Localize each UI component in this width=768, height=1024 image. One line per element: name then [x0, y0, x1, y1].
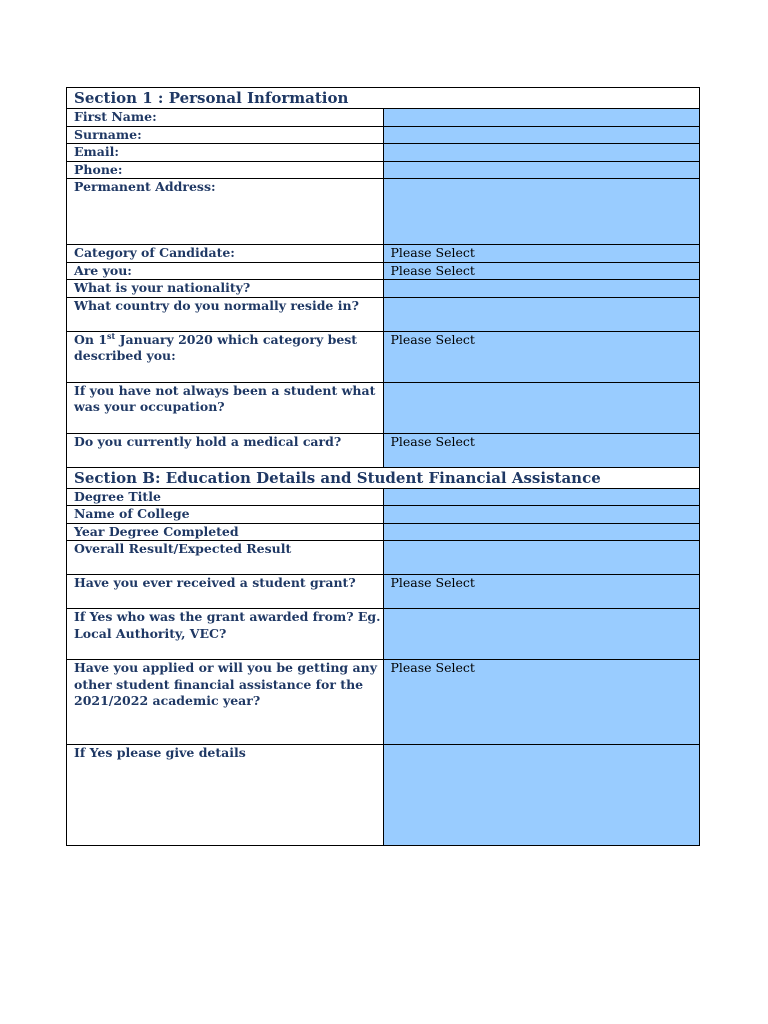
table-row [67, 161, 700, 179]
application-form-table [66, 87, 700, 846]
grant-awarded-from-label: If Yes who was the grant awarded from? Eg. Local Authority, VEC? [67, 609, 384, 660]
category-january-2020-label [67, 331, 384, 382]
table-row [67, 245, 700, 263]
table-row [67, 297, 700, 331]
degree-title-label: Degree Title [67, 488, 384, 506]
other-financial-assistance-label: Have you applied or will you be getting any other student financial assistance for the 2021/2022 academic year? [67, 660, 384, 745]
table-row [67, 745, 700, 846]
section-b-title: Section B: Education Details and Student Financial Assistance [67, 467, 700, 488]
overall-result-field[interactable] [383, 541, 700, 575]
section-1-title: Section 1 : Personal Information [67, 88, 700, 109]
category-january-2020-select[interactable]: Please Select [383, 331, 700, 382]
student-grant-label: Have you ever received a student grant? [67, 575, 384, 609]
permanent-address-label: Permanent Address: [67, 179, 384, 245]
surname-field[interactable] [383, 126, 700, 144]
are-you-label: Are you: [67, 262, 384, 280]
occupation-label: If you have not always been a student what was your occupation? [67, 382, 384, 433]
phone-label: Phone: [67, 161, 384, 179]
category-of-candidate-label: Category of Candidate: [67, 245, 384, 263]
email-field[interactable] [383, 144, 700, 162]
label-text-start: On 1 [74, 331, 108, 347]
other-financial-assistance-select[interactable]: Please Select [383, 660, 700, 745]
nationality-label: What is your nationality? [67, 280, 384, 298]
degree-title-field[interactable] [383, 488, 700, 506]
medical-card-label: Do you currently hold a medical card? [67, 433, 384, 467]
table-row [67, 179, 700, 245]
year-degree-completed-label: Year Degree Completed [67, 523, 384, 541]
table-row [67, 280, 700, 298]
give-details-field[interactable] [383, 745, 700, 846]
first-name-label: First Name: [67, 109, 384, 127]
overall-result-label: Overall Result/Expected Result [67, 541, 384, 575]
occupation-field[interactable] [383, 382, 700, 433]
table-row [67, 433, 700, 467]
table-row [67, 523, 700, 541]
first-name-field[interactable] [383, 109, 700, 127]
table-row [67, 575, 700, 609]
nationality-field[interactable] [383, 280, 700, 298]
name-of-college-label: Name of College [67, 506, 384, 524]
table-row [67, 262, 700, 280]
name-of-college-field[interactable] [383, 506, 700, 524]
grant-awarded-from-field[interactable] [383, 609, 700, 660]
category-of-candidate-select[interactable]: Please Select [383, 245, 700, 263]
phone-field[interactable] [383, 161, 700, 179]
student-grant-select[interactable]: Please Select [383, 575, 700, 609]
table-row [67, 488, 700, 506]
medical-card-select[interactable]: Please Select [383, 433, 700, 467]
country-of-residence-label: What country do you normally reside in? [67, 297, 384, 331]
section-b-header-row [67, 467, 700, 488]
permanent-address-field[interactable] [383, 179, 700, 245]
year-degree-completed-field[interactable] [383, 523, 700, 541]
table-row [67, 609, 700, 660]
table-row [67, 660, 700, 745]
email-label: Email: [67, 144, 384, 162]
are-you-select[interactable]: Please Select [383, 262, 700, 280]
table-row [67, 506, 700, 524]
table-row [67, 541, 700, 575]
give-details-label: If Yes please give details [67, 745, 384, 846]
table-row [67, 331, 700, 382]
table-row [67, 126, 700, 144]
table-row [67, 109, 700, 127]
country-of-residence-field[interactable] [383, 297, 700, 331]
surname-label: Surname: [67, 126, 384, 144]
ordinal-suffix: st [107, 331, 116, 341]
label-text-end: January 2020 which category best described you: [74, 331, 358, 363]
table-row [67, 382, 700, 433]
table-row [67, 144, 700, 162]
section-1-header-row [67, 88, 700, 109]
